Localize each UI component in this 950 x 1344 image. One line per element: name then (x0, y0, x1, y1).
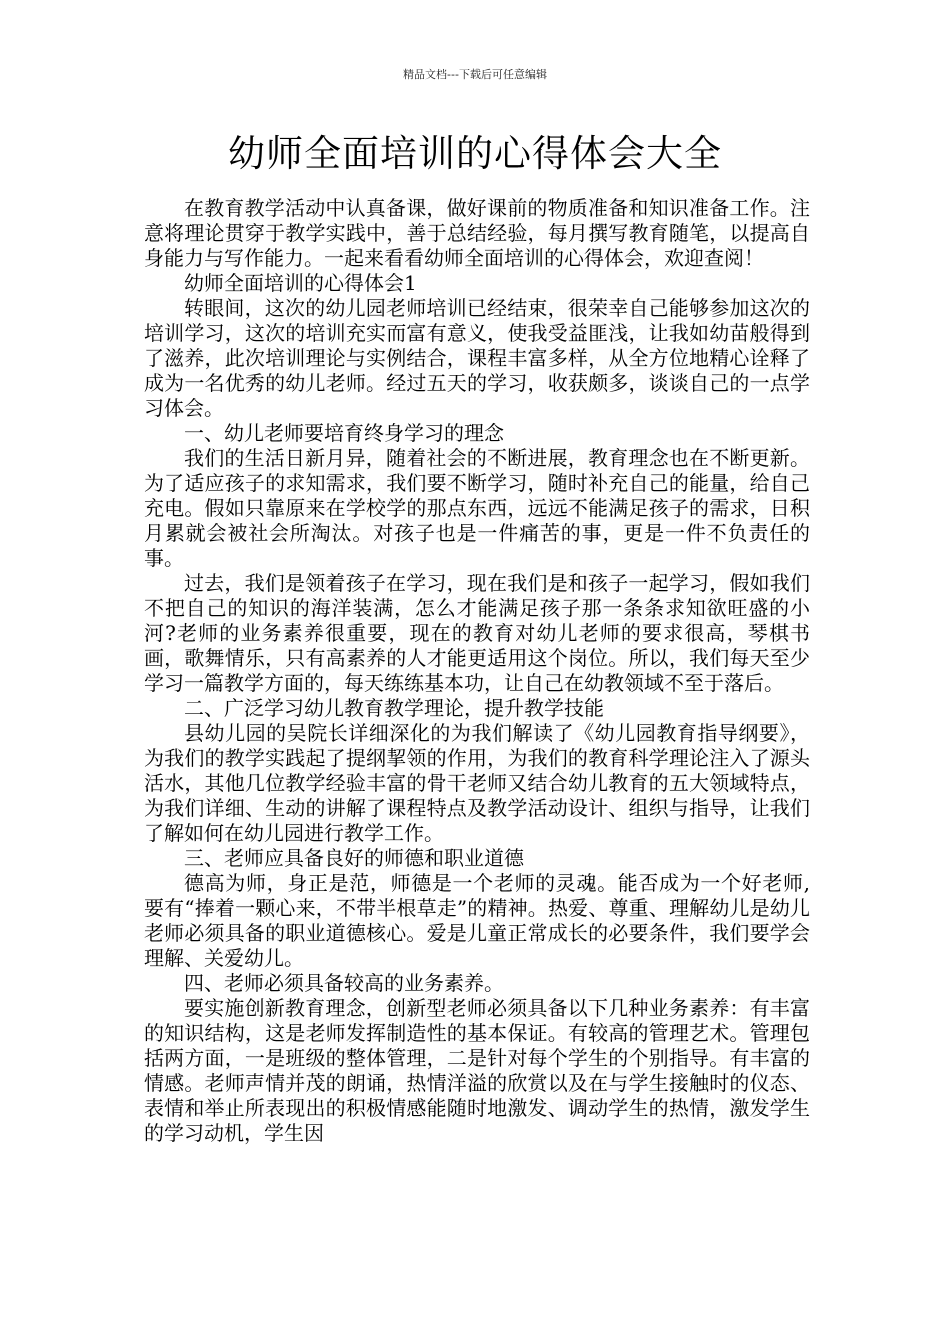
section-heading: 二、广泛学习幼儿教育教学理论，提升教学技能 (184, 696, 604, 720)
intro-paragraph: 在教育教学活动中认真备课，做好课前的物质准备和知识准备工作。注意将理论贯穿于教学实践中，善于总结经验，每月撰写教育随笔，以提高自身能力与写作能力。一起来看看幼师全面培训的心得体会，欢迎查阅！ (144, 196, 810, 270)
body-paragraph: 我们的生活日新月异，随着社会的不断进展，教育理念也在不断更新。为了适应孩子的求知需求，我们要不断学习，随时补充自己的能量，给自己充电。假如只靠原来在学校学的那点东西，远远不能满足孩子的需求，日积月累就会被社会所淘汰。对孩子也是一件痛苦的事，更是一件不负责任的事。 (144, 446, 810, 570)
section-heading: 一、幼儿老师要培育终身学习的理念 (184, 421, 504, 445)
section-heading: 幼师全面培训的心得体会1 (184, 271, 417, 295)
body-paragraph: 德高为师，身正是范，师德是一个老师的灵魂。能否成为一个好老师,要有“捧着一颗心来，不带半根草走”的精神。热爱、尊重、理解幼儿是幼儿老师必须具备的职业道德核心。爱是儿童正常成长的必要条件，我们要学会理解、关爱幼儿。 (144, 871, 810, 970)
section-heading: 三、老师应具备良好的师德和职业道德 (184, 846, 524, 870)
document-body (144, 196, 810, 1146)
body-paragraph: 过去，我们是领着孩子在学习，现在我们是和孩子一起学习，假如我们不把自己的知识的海洋装满，怎么才能满足孩子那一条条求知欲旺盛的小河?老师的业务素养很重要，现在的教育对幼儿老师的要求很高，琴棋书画，歌舞情乐，只有高素养的人才能更适用这个岗位。所以，我们每天至少学习一篇教学方面的，每天练练基本功，让自己在幼教领域不至于落后。 (144, 571, 810, 695)
document-title: 幼师全面培训的心得体会大全 (228, 132, 722, 175)
body-paragraph: 要实施创新教育理念，创新型老师必须具备以下几种业务素养：有丰富的知识结构，这是老师发挥制造性的基本保证。有较高的管理艺术。管理包括两方面，一是班级的整体管理，二是针对每个学生的个别指导。有丰富的情感。老师声情并茂的朗诵，热情洋溢的欣赏以及在与学生接触时的仪态、表情和举止所表现出的积极情感能随时地激发、调动学生的热情，激发学生的学习动机，学生因 (144, 996, 810, 1145)
body-paragraph: 转眼间，这次的幼儿园老师培训已经结束，很荣幸自己能够参加这次的培训学习，这次的培训充实而富有意义，使我受益匪浅，让我如幼苗般得到了滋养，此次培训理论与实例结合，课程丰富多样，从全方位地精心诠释了成为一名优秀的幼儿老师。经过五天的学习，收获颇多，谈谈自己的一点学习体会。 (144, 296, 810, 420)
body-paragraph: 县幼儿园的吴院长详细深化的为我们解读了《幼儿园教育指导纲要》，为我们的教学实践起了提纲挈领的作用，为我们的教育科学理论注入了源头活水，其他几位教学经验丰富的骨干老师又结合幼儿教育的五大领域特点，为我们详细、生动的讲解了课程特点及教学活动设计、组织与指导，让我们了解如何在幼儿园进行教学工作。 (144, 721, 810, 845)
page-header: 精品文档---下载后可任意编辑 (403, 68, 547, 81)
section-heading: 四、老师必须具备较高的业务素养。 (184, 971, 504, 995)
